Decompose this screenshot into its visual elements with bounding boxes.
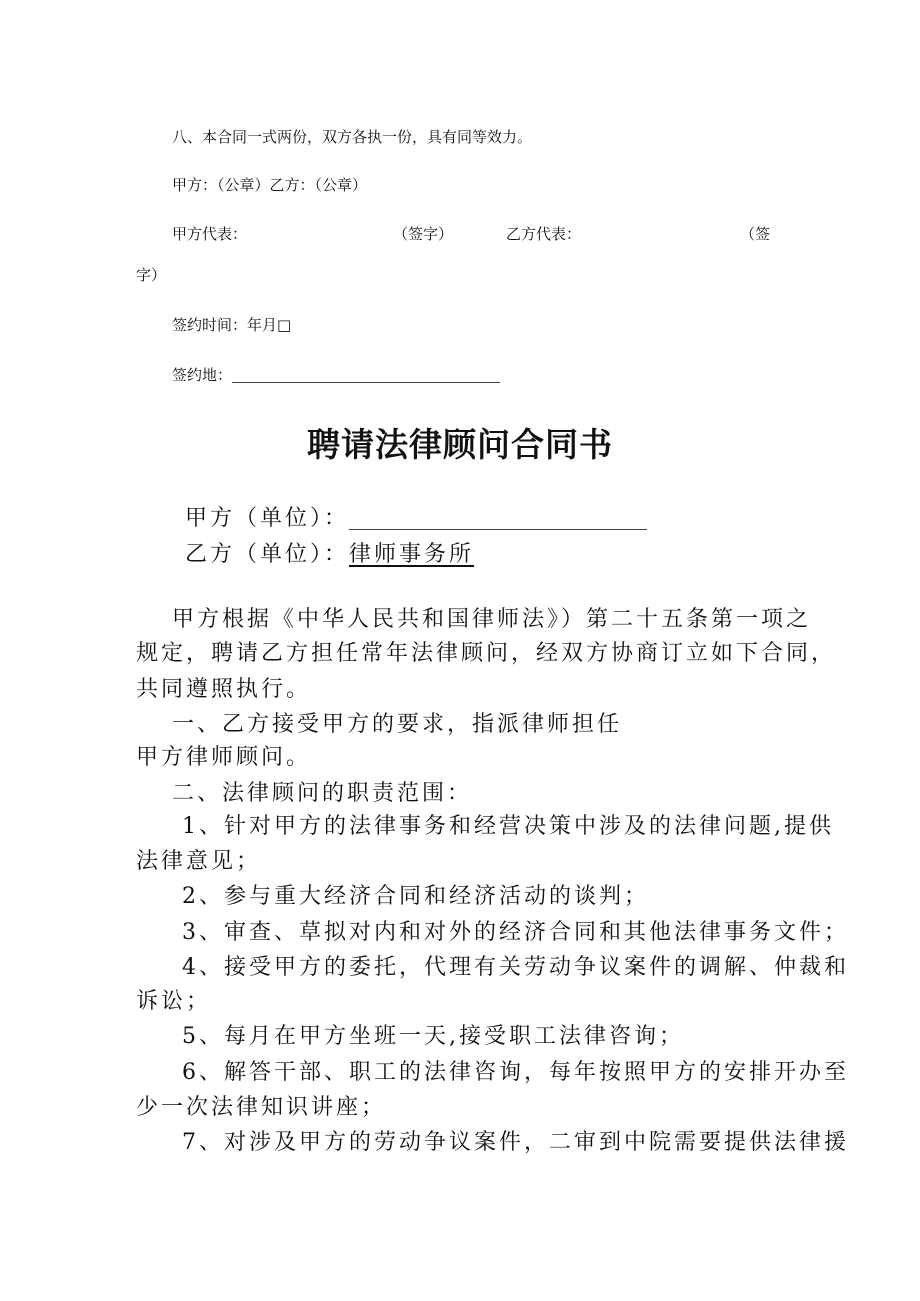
party-b-value: 律师事务所	[349, 542, 475, 567]
duty-5: 5、每月在甲方坐班一天,接受职工法律咨询；	[182, 1024, 684, 1049]
rep-a-label: 甲方代表：	[172, 225, 248, 243]
duty-6-line-2: 少一次法律知识讲座；	[136, 1095, 387, 1120]
party-b	[185, 544, 474, 566]
clause-8-text: 八、本合同一式两份，双方各执一份，具有同等效力。	[172, 128, 533, 146]
sign-place-label: 签约地：	[172, 366, 233, 384]
preamble-line-3: 共同遵照执行。	[136, 677, 312, 702]
party-b-label: 乙方（单位）：	[185, 542, 350, 567]
clause-2-heading: 二、法律顾问的职责范围：	[172, 781, 473, 806]
duty-4-line-1: 4、接受甲方的委托，代理有关劳动争议案件的调解、仲裁和	[182, 955, 849, 980]
sign-date: 签约时间：年月□	[172, 316, 292, 334]
preamble-line-2: 规定，聘请乙方担任常年法律顾问，经双方协商订立如下合同，	[136, 641, 837, 666]
rep-a-sign: （签字）	[393, 225, 454, 243]
clause-1-line-1: 一、乙方接受甲方的要求，指派律师担任	[172, 712, 623, 737]
duty-1-line-2: 法律意见；	[136, 849, 262, 874]
sign-place	[172, 368, 500, 383]
rep-b-label: 乙方代表：	[506, 225, 582, 243]
rep-b-sign-end: 字）	[136, 266, 167, 284]
party-a-label: 甲方（单位）：	[185, 506, 350, 531]
party-a	[185, 508, 647, 530]
contract-title: 聘请法律顾问合同书	[307, 425, 613, 464]
duty-1-line-1: 1、针对甲方的法律事务和经营决策中涉及的法律问题,提供	[182, 814, 834, 839]
duty-2: 2、参与重大经济合同和经济活动的谈判；	[182, 884, 649, 909]
duty-3: 3、审查、草拟对内和对外的经济合同和其他法律事务文件；	[182, 920, 849, 945]
duty-7-line-1: 7、对涉及甲方的劳动争议案件，二审到中院需要提供法律援	[182, 1130, 849, 1155]
seals-line: 甲方：（公章）乙方：（公章）	[172, 176, 368, 194]
rep-b-sign-start: （签	[740, 225, 771, 243]
sign-place-blank	[232, 368, 500, 383]
party-a-blank	[349, 511, 647, 530]
preamble-line-1: 甲方根据《中华人民共和国律师法》）第二十五条第一项之	[172, 607, 812, 632]
duty-6-line-1: 6、解答干部、职工的法律咨询，每年按照甲方的安排开办至	[182, 1060, 849, 1085]
duty-4-line-2: 诉讼；	[136, 989, 212, 1014]
clause-1-line-2: 甲方律师顾问。	[136, 745, 312, 770]
